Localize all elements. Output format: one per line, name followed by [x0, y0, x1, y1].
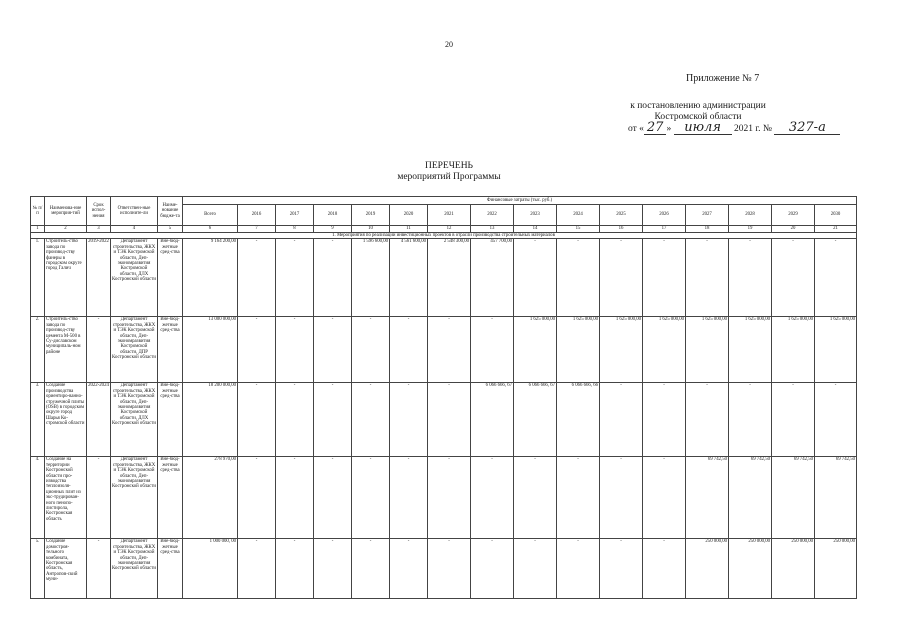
total-amount: 278 970,00	[183, 457, 238, 539]
column-number: 8	[276, 226, 314, 233]
year-amount: -	[276, 317, 314, 383]
year-amount: -	[643, 539, 686, 599]
year-amount: 1 625 000,00	[514, 317, 557, 383]
year-amount: 1 625 000,00	[729, 317, 772, 383]
total-amount: 13 000 000,00	[183, 317, 238, 383]
header-year: 2027	[686, 205, 729, 226]
responsible-executor: Департамент строительства, ЖКХ и ТЭК Костромской области, Деп-экономразвития Костромской области, ДЛХ Костромской области	[111, 239, 158, 317]
header-year: 2020	[390, 205, 428, 226]
year-amount: 1 625 000,00	[557, 317, 600, 383]
year-amount: -	[772, 239, 815, 317]
measures-table	[30, 196, 857, 599]
page-number: 20	[445, 40, 453, 49]
execution-term: -	[87, 457, 111, 539]
year-amount: -	[352, 383, 390, 457]
measure-name: Строитель-ство завода по производ-ству цемента М-500 в Су-диславском муниципаль-ном районе	[45, 317, 87, 383]
date-prefix: от «	[628, 124, 644, 134]
execution-term: -	[87, 317, 111, 383]
header-year: 2019	[352, 205, 390, 226]
responsible-executor: Департамент строительства, ЖКХ и ТЭК Костромской области, Деп-экономразвития Костромской области	[111, 457, 158, 539]
year-amount: -	[238, 457, 276, 539]
header-num: № п/п	[31, 197, 45, 226]
year-amount: -	[772, 383, 815, 457]
column-number: 11	[390, 226, 428, 233]
year-amount: -	[276, 239, 314, 317]
measure-name: Строитель-ство завода по производ-ству фанеры в городском округе город Галич	[45, 239, 87, 317]
header-name: Наименова-ние мероприя-тий	[45, 197, 87, 226]
year-amount: 6 066 666, 66	[557, 383, 600, 457]
table-row	[31, 239, 857, 317]
table-row	[31, 457, 857, 539]
year-amount: -	[643, 383, 686, 457]
year-amount: -	[471, 539, 514, 599]
execution-term: 2019-2022	[87, 239, 111, 317]
year-amount: -	[686, 383, 729, 457]
decree-line-1: к постановлению администрации	[630, 101, 766, 111]
row-number: 4.	[31, 457, 45, 539]
year-amount: -	[352, 539, 390, 599]
measure-name: Создание домостроя-тельного комбината, Костромская область, Антропов-ский муни-	[45, 539, 87, 599]
year-amount: -	[557, 239, 600, 317]
year-amount: -	[815, 383, 857, 457]
header-year: 2024	[557, 205, 600, 226]
year-amount: 457 700,00	[471, 239, 514, 317]
year-amount: -	[390, 539, 428, 599]
column-number: 2	[45, 226, 87, 233]
year-amount: -	[600, 239, 643, 317]
execution-term: -	[87, 539, 111, 599]
year-amount: -	[428, 383, 471, 457]
year-amount: -	[428, 317, 471, 383]
year-amount: -	[314, 539, 352, 599]
year-amount: 69 742,50	[686, 457, 729, 539]
year-amount: -	[390, 383, 428, 457]
total-amount: 1 000 000, 00	[183, 539, 238, 599]
column-number-row	[31, 226, 857, 233]
header-year: 2028	[729, 205, 772, 226]
responsible-executor: Департамент строительства, ЖКХ и ТЭК Костромской области, Деп-экономразвития Костромской области	[111, 539, 158, 599]
responsible-executor: Департамент строительства, ЖКХ и ТЭК Костромской области, Деп-экономразвития Костромской области, ДЛХ Костромской области	[111, 383, 158, 457]
budget-source: Вне-бюд-жетные сред-ства	[158, 383, 183, 457]
decree-number-handwritten: 327-а	[774, 122, 840, 135]
year-amount: -	[390, 457, 428, 539]
year-amount: -	[238, 239, 276, 317]
column-number: 7	[238, 226, 276, 233]
header-year: 2029	[772, 205, 815, 226]
year-amount: -	[238, 539, 276, 599]
year-amount: -	[314, 457, 352, 539]
column-number: 13	[471, 226, 514, 233]
year-amount: -	[238, 317, 276, 383]
measure-name: Создание производства ориентиро-ванно-стружечной плиты (OSB) в городском округе город Шарья Ко-стромской области	[45, 383, 87, 457]
header-total: Всего	[183, 205, 238, 226]
year-amount: -	[600, 383, 643, 457]
year-amount: -	[238, 383, 276, 457]
date-month-handwritten: июля	[674, 122, 732, 135]
year-amount: 2 548 300,00	[428, 239, 471, 317]
year-amount: -	[643, 239, 686, 317]
year-amount: 250 000,00	[686, 539, 729, 599]
document-title	[0, 161, 898, 183]
header-year: 2018	[314, 205, 352, 226]
table-row	[31, 317, 857, 383]
decree-line-2: Костромской области	[654, 112, 742, 122]
year-amount: -	[600, 457, 643, 539]
column-number: 21	[815, 226, 857, 233]
column-number: 15	[557, 226, 600, 233]
header-year: 2023	[514, 205, 557, 226]
year-amount: -	[729, 383, 772, 457]
year-amount: -	[352, 457, 390, 539]
row-number: 2.	[31, 317, 45, 383]
title-line-1: ПЕРЕЧЕНЬ	[424, 161, 474, 171]
year-amount: -	[557, 457, 600, 539]
header-executor: Ответствен-ные исполните-ли	[111, 197, 158, 226]
budget-source: Вне-бюд-жетные сред-ства	[158, 539, 183, 599]
year-amount: 69 742,50	[772, 457, 815, 539]
row-number: 3.	[31, 383, 45, 457]
column-number: 1	[31, 226, 45, 233]
year-amount: -	[729, 239, 772, 317]
column-number: 10	[352, 226, 390, 233]
year-amount: 6 066 666, 67	[471, 383, 514, 457]
year-amount: -	[686, 239, 729, 317]
column-number: 18	[686, 226, 729, 233]
year-amount: -	[557, 539, 600, 599]
header-year: 2021	[428, 205, 471, 226]
budget-source: Вне-бюд-жетные сред-ства	[158, 239, 183, 317]
column-number: 9	[314, 226, 352, 233]
year-amount: 1 625 000,00	[686, 317, 729, 383]
section-title: 1. Мероприятия по реализации инвестиционных проектов в отрасли производства строительных материалов	[31, 233, 857, 239]
year-amount: 250 000,00	[729, 539, 772, 599]
year-amount: -	[352, 317, 390, 383]
header-year: 2030	[815, 205, 857, 226]
table-row	[31, 539, 857, 599]
year-amount: -	[428, 457, 471, 539]
year-amount: 4 561 600,00	[390, 239, 428, 317]
column-number: 19	[729, 226, 772, 233]
column-number: 3	[87, 226, 111, 233]
year-amount: -	[314, 383, 352, 457]
year-amount: 250 000,00	[772, 539, 815, 599]
year-amount: -	[471, 457, 514, 539]
year-amount: 1 625 000,00	[815, 317, 857, 383]
year-amount: 6 066 666, 67	[514, 383, 557, 457]
year-amount: 1 596 600,00	[352, 239, 390, 317]
appendix-label: Приложение № 7	[686, 73, 760, 84]
row-number: 5.	[31, 539, 45, 599]
year-amount: -	[276, 539, 314, 599]
table-row	[31, 383, 857, 457]
year-amount: -	[471, 317, 514, 383]
header-year: 2017	[276, 205, 314, 226]
total-amount: 9 164 200,00	[183, 239, 238, 317]
year-amount: -	[428, 539, 471, 599]
budget-source: Вне-бюд-жетные сред-ства	[158, 317, 183, 383]
header-year: 2025	[600, 205, 643, 226]
year-amount: 69 742,50	[729, 457, 772, 539]
year-amount: -	[815, 239, 857, 317]
year-amount: -	[514, 539, 557, 599]
total-amount: 18 200 000,00	[183, 383, 238, 457]
year-amount: 1 625 000,00	[643, 317, 686, 383]
header-year: 2026	[643, 205, 686, 226]
column-number: 16	[600, 226, 643, 233]
header-financing: Финансовые затраты (тыс. руб.)	[183, 197, 857, 205]
decree-date-line	[628, 122, 840, 135]
column-number: 6	[183, 226, 238, 233]
date-mid: »	[666, 124, 672, 134]
year-amount: -	[514, 239, 557, 317]
date-day-handwritten: 27	[644, 122, 667, 135]
year-amount: -	[514, 457, 557, 539]
measure-name: Создание на территории Костромской области про-изводства теплоизоля-ционных плит из экс-трудирован-ного пенопо-листирола, Костромская область	[45, 457, 87, 539]
column-number: 20	[772, 226, 815, 233]
responsible-executor: Департамент строительства, ЖКХ и ТЭК Костромской области, Деп-экономразвития Костромской области, ДПР Костромской области	[111, 317, 158, 383]
year-amount: 250 000,00	[815, 539, 857, 599]
year-amount: 69 742,50	[815, 457, 857, 539]
column-number: 12	[428, 226, 471, 233]
title-line-2: мероприятий Программы	[397, 172, 501, 182]
year-amount: -	[276, 457, 314, 539]
year-amount: -	[600, 539, 643, 599]
budget-source: Вне-бюд-жетные сред-ства	[158, 457, 183, 539]
column-number: 17	[643, 226, 686, 233]
row-number: 1.	[31, 239, 45, 317]
year-amount: 1 625 000,00	[772, 317, 815, 383]
header-source: Наиме-нование бюдже-та	[158, 197, 183, 226]
header-year: 2016	[238, 205, 276, 226]
header-term: Срок испол-нения	[87, 197, 111, 226]
year-amount: -	[314, 317, 352, 383]
date-year: 2021 г. №	[733, 124, 772, 134]
year-amount: -	[276, 383, 314, 457]
column-number: 5	[158, 226, 183, 233]
year-amount: -	[643, 457, 686, 539]
header-year: 2022	[471, 205, 514, 226]
year-amount: -	[314, 239, 352, 317]
year-amount: -	[390, 317, 428, 383]
execution-term: 2022-2024	[87, 383, 111, 457]
year-amount: 1 625 000,00	[600, 317, 643, 383]
column-number: 14	[514, 226, 557, 233]
column-number: 4	[111, 226, 158, 233]
